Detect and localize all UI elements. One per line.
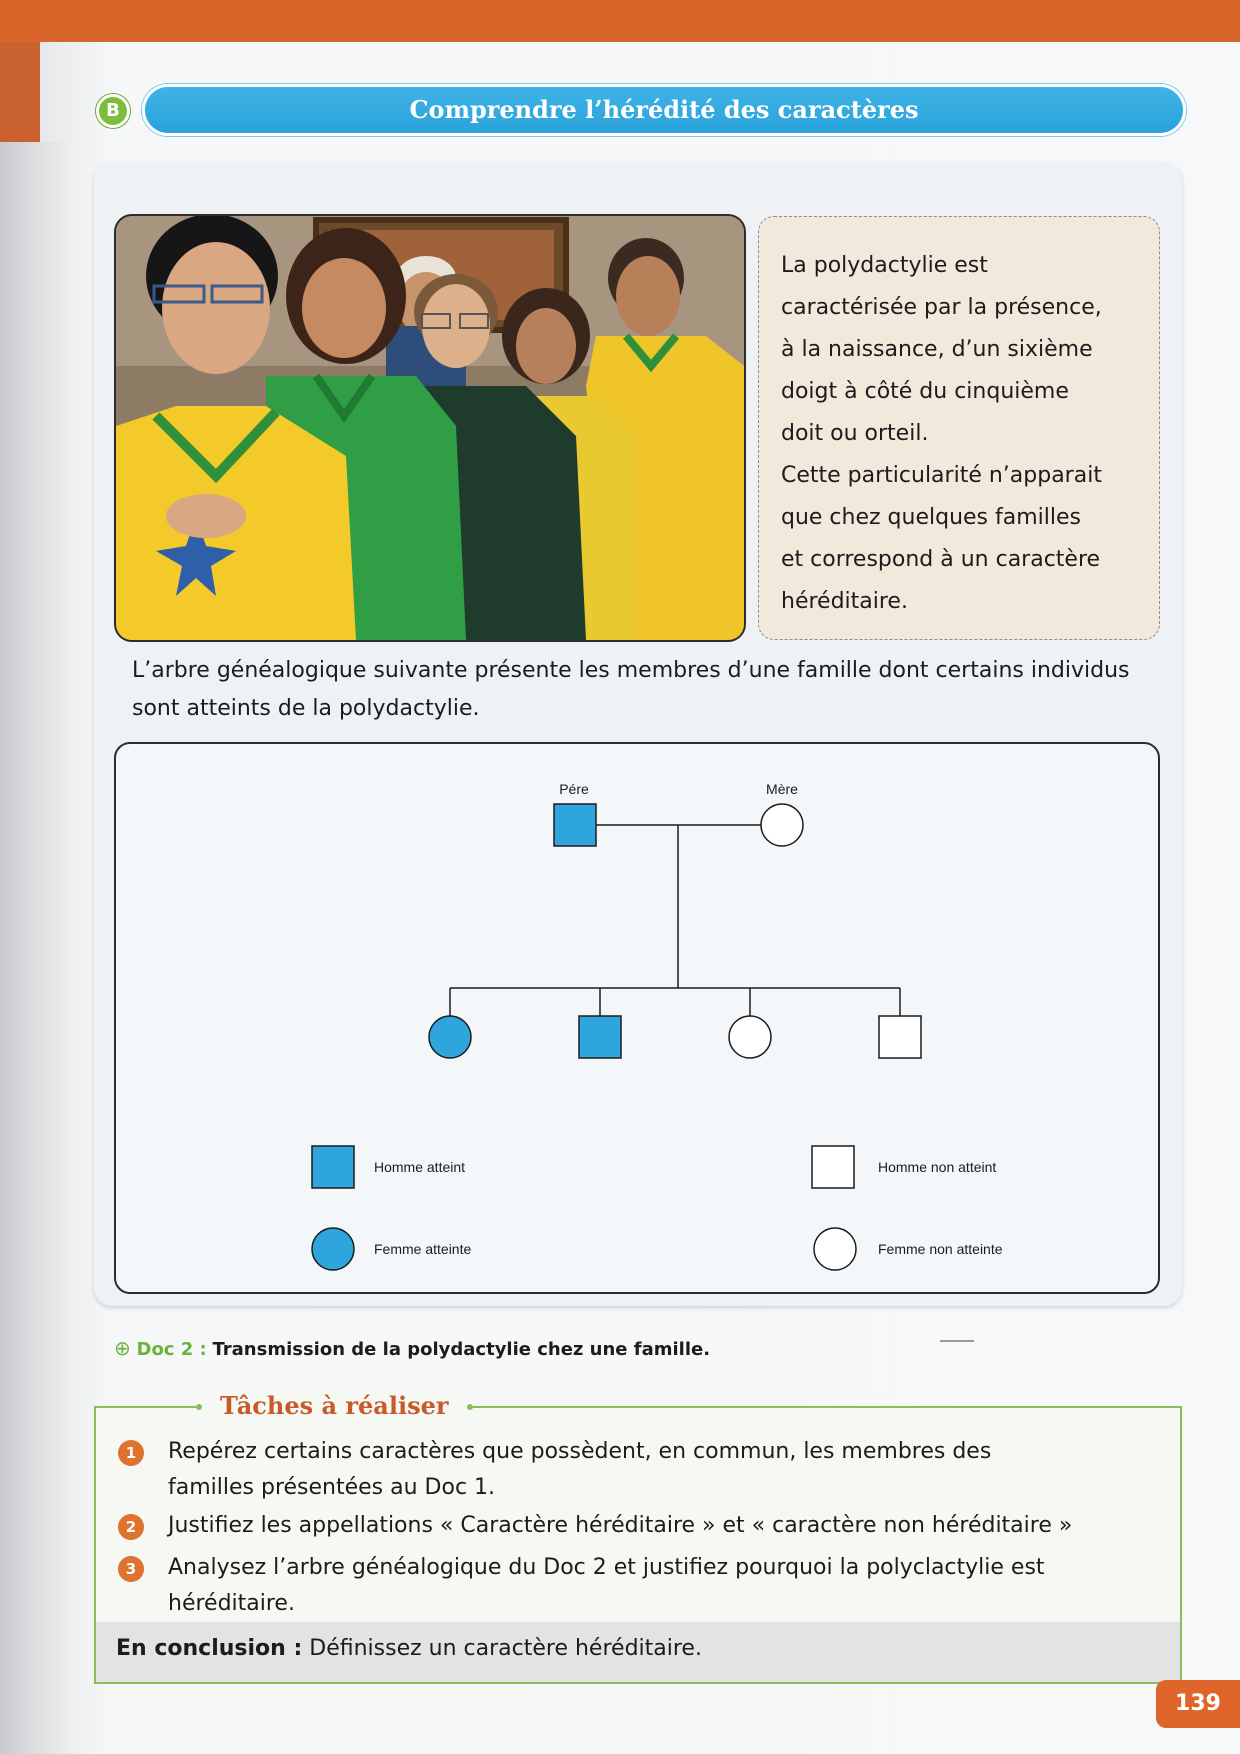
book-spine-shadow [0,142,72,1754]
task-number: 1 [118,1440,144,1466]
legend-female-affected-icon [312,1228,354,1270]
doc-arrow-icon: ⊕ [114,1336,131,1360]
section-badge: B [96,94,130,128]
pedigree-chart [114,742,1160,1294]
family-photo-illustration [116,216,744,640]
tasks-title-dot [196,1404,202,1410]
pedigree-diagram [116,744,1158,1292]
intro-line: L’arbre généalogique suivante présente les membres d’une famille dont certains individus [132,658,1130,683]
legend-female-affected-label: Femme atteinte [374,1241,472,1257]
task-text [168,1508,1168,1544]
child-affected-female [429,1016,471,1058]
family-photo [114,214,746,642]
tasks-title: Tâches à réaliser [220,1391,449,1420]
legend-male-affected-icon [312,1146,354,1188]
info-box-polydactylie [758,216,1160,640]
task-number: 2 [118,1514,144,1540]
legend-male-affected-label: Homme atteint [374,1159,466,1175]
legend-male-unaffected-label: Homme non atteint [878,1159,997,1175]
tasks-title-wrap [196,1390,473,1422]
legend-female-unaffected-label: Femme non atteinte [878,1241,1003,1257]
section-title: Comprendre l’hérédité des caractères [142,84,1186,136]
child-affected-male [579,1016,621,1058]
info-line: caractérisée par la présence, [781,295,1102,320]
info-line: doigt à côté du cinquième [781,379,1069,404]
top-color-bar [0,0,1240,42]
decorative-dash [940,1340,974,1342]
task-line: héréditaire. [168,1591,295,1616]
info-line: La polydactylie est [781,253,988,278]
doc-caption [114,1336,710,1360]
tasks-title-dot [467,1404,473,1410]
info-box-text [781,245,1137,623]
page-number: 139 [1156,1680,1240,1728]
child-unaffected-female [729,1016,771,1058]
info-line: et correspond à un caractère [781,547,1101,572]
intro-paragraph [132,652,1132,728]
child-unaffected-male [879,1016,921,1058]
task-line: Repérez certains caractères que possèdent, en commun, les membres des [168,1439,992,1464]
info-line: héréditaire. [781,589,908,614]
info-line: doit ou orteil. [781,421,929,446]
doc-caption-text: Transmission de la polydactylie chez une famille. [212,1339,711,1360]
mother-unaffected-female [761,804,803,846]
conclusion-text: Définissez un caractère héréditaire. [302,1636,702,1661]
father-label: Pére [559,781,589,797]
conclusion [116,1636,702,1661]
info-line: que chez quelques familles [781,505,1081,530]
info-line: à la naissance, d’un sixième [781,337,1093,362]
task-line: Justifiez les appellations « Caractère héréditaire » et « caractère non héréditaire » [168,1513,1073,1538]
legend-male-unaffected-icon [812,1146,854,1188]
father-affected-male [554,804,596,846]
task-line: familles présentées au Doc 1. [168,1475,496,1500]
info-line: Cette particularité n’apparait [781,463,1102,488]
intro-line: sont atteints de la polydactylie. [132,696,480,721]
task-number: 3 [118,1556,144,1582]
mother-label: Mère [766,781,798,797]
doc-number: Doc 2 : [136,1339,207,1360]
conclusion-label: En conclusion : [116,1636,303,1661]
left-color-tab [0,42,40,142]
task-text [168,1434,1168,1506]
legend-female-unaffected-icon [814,1228,856,1270]
task-line: Analysez l’arbre généalogique du Doc 2 et justifiez pourquoi la polyclactylie est [168,1555,1045,1580]
task-text [168,1550,1168,1622]
